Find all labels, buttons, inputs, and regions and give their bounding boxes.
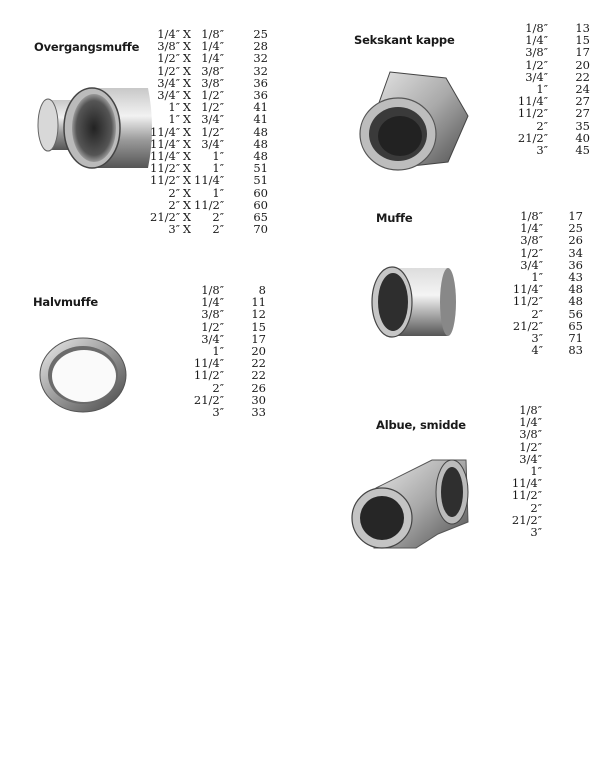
table-row <box>505 247 583 259</box>
times-sign: X <box>182 39 192 54</box>
size: 1/8″ <box>525 21 548 35</box>
number: 71 <box>568 331 583 346</box>
size-a: 11/2″ <box>150 173 181 188</box>
number: 35 <box>575 118 590 133</box>
size: 3/4″ <box>525 69 548 84</box>
number: 17 <box>251 331 266 346</box>
number: 65 <box>253 210 268 225</box>
halvmuffe-table <box>190 284 266 418</box>
size-a: 3/4″ <box>157 88 180 103</box>
size-b: 11/4″ <box>194 173 225 188</box>
size-a: 11/4″ <box>150 136 181 151</box>
number: 28 <box>253 39 268 54</box>
times-sign: X <box>182 136 192 151</box>
sekskant-kappe-title: Sekskant kappe <box>354 33 455 47</box>
size: 11/4″ <box>517 94 548 109</box>
size: 1/4″ <box>525 33 548 48</box>
size: 11/2″ <box>517 106 548 121</box>
number: 15 <box>251 319 266 334</box>
number: 8 <box>258 283 266 297</box>
times-sign: X <box>182 185 192 200</box>
size: 11/4″ <box>511 476 542 491</box>
number: 43 <box>568 270 583 285</box>
times-sign: X <box>182 149 192 164</box>
table-row <box>500 107 590 119</box>
size-b: 1″ <box>212 161 224 176</box>
number: 12 <box>251 307 266 322</box>
table-row <box>190 369 266 381</box>
number: 41 <box>253 100 268 115</box>
number: 36 <box>253 88 268 103</box>
overgangsmuffe-title: Overgangsmuffe <box>34 40 140 54</box>
number: 36 <box>253 75 268 90</box>
size: 3/4″ <box>519 451 542 466</box>
times-sign: X <box>182 27 192 41</box>
times-sign: X <box>182 197 192 212</box>
size: 11/2″ <box>512 294 543 309</box>
number: 51 <box>253 161 268 176</box>
size: 3/8″ <box>201 307 224 322</box>
number: 40 <box>575 130 590 145</box>
reducer-coupling-image <box>30 78 160 178</box>
number: 60 <box>253 197 268 212</box>
albue-smidde-title: Albue, smidde <box>376 418 466 432</box>
size: 3/8″ <box>520 233 543 248</box>
size-b: 3/8″ <box>201 75 224 90</box>
table-row <box>190 308 266 320</box>
number: 48 <box>568 282 583 297</box>
number: 13 <box>575 21 590 35</box>
size: 1″ <box>212 344 224 359</box>
size: 3/8″ <box>519 427 542 442</box>
number: 26 <box>251 380 266 395</box>
times-sign: X <box>182 51 192 66</box>
muffe-title: Muffe <box>376 211 413 225</box>
forged-elbow-image <box>346 452 476 552</box>
number: 26 <box>568 233 583 248</box>
size: 1/2″ <box>201 319 224 334</box>
size-a: 3″ <box>168 222 180 237</box>
number: 25 <box>253 27 268 41</box>
times-sign: X <box>182 63 192 78</box>
size: 2″ <box>531 306 543 321</box>
table-row <box>505 308 583 320</box>
number: 30 <box>251 392 266 407</box>
table-row <box>510 502 542 514</box>
size-a: 11/4″ <box>150 124 181 139</box>
times-sign: X <box>182 124 192 139</box>
size-a: 1″ <box>168 100 180 115</box>
number: 25 <box>568 221 583 236</box>
size-b: 3/4″ <box>201 112 224 127</box>
table-row <box>510 489 542 501</box>
number: 27 <box>575 94 590 109</box>
size-a: 3/8″ <box>157 39 180 54</box>
number: 32 <box>253 51 268 66</box>
size-b: 1/4″ <box>201 39 224 54</box>
size-a: 1″ <box>168 112 180 127</box>
size-b: 1/2″ <box>201 88 224 103</box>
table-row <box>190 382 266 394</box>
hex-cap-image <box>350 68 470 178</box>
table-row <box>150 223 268 235</box>
size-a: 2″ <box>168 197 180 212</box>
number: 83 <box>568 343 583 358</box>
size-b: 1″ <box>212 149 224 164</box>
number: 60 <box>253 185 268 200</box>
times-sign: X <box>182 173 192 188</box>
table-row <box>510 428 542 440</box>
table-row <box>505 295 583 307</box>
table-row <box>150 52 268 64</box>
size: 1/8″ <box>201 283 224 297</box>
table-row <box>510 441 542 453</box>
size: 1/2″ <box>520 245 543 260</box>
table-row <box>150 113 268 125</box>
size-a: 1/4″ <box>157 27 180 41</box>
table-row <box>505 234 583 246</box>
overgangsmuffe-table <box>150 28 268 235</box>
size: 4″ <box>531 343 543 358</box>
number: 33 <box>251 405 266 420</box>
half-coupling-image <box>38 335 128 415</box>
table-row <box>150 126 268 138</box>
number: 48 <box>253 136 268 151</box>
size-b: 2″ <box>212 222 224 237</box>
size: 1″ <box>531 270 543 285</box>
size-b: 1/8″ <box>201 27 224 41</box>
times-sign: X <box>182 222 192 237</box>
table-row <box>500 144 590 156</box>
size-a: 1/2″ <box>157 51 180 66</box>
number: 22 <box>251 368 266 383</box>
muffe-table <box>505 210 583 356</box>
size: 1/8″ <box>520 209 543 223</box>
size: 2″ <box>530 500 542 515</box>
number: 48 <box>253 124 268 139</box>
number: 27 <box>575 106 590 121</box>
number: 48 <box>568 294 583 309</box>
times-sign: X <box>182 210 192 225</box>
size-b: 3/8″ <box>201 63 224 78</box>
number: 11 <box>251 295 266 310</box>
table-row <box>500 46 590 58</box>
size-a: 21/2″ <box>150 210 181 225</box>
number: 24 <box>575 82 590 97</box>
table-row <box>190 321 266 333</box>
number: 17 <box>575 45 590 60</box>
number: 41 <box>253 112 268 127</box>
size: 11/4″ <box>193 356 224 371</box>
size: 11/4″ <box>512 282 543 297</box>
size: 3/8″ <box>525 45 548 60</box>
size: 11/2″ <box>193 368 224 383</box>
number: 32 <box>253 63 268 78</box>
times-sign: X <box>182 75 192 90</box>
sekskant-kappe-table <box>500 22 590 156</box>
size-b: 3/4″ <box>201 136 224 151</box>
number: 51 <box>253 173 268 188</box>
number: 70 <box>253 222 268 237</box>
size: 3″ <box>212 405 224 420</box>
size: 3/4″ <box>201 331 224 346</box>
size: 3″ <box>536 143 548 158</box>
table-row <box>500 120 590 132</box>
table-row <box>150 187 268 199</box>
number: 65 <box>568 318 583 333</box>
size: 1/4″ <box>520 221 543 236</box>
size: 11/2″ <box>511 488 542 503</box>
size: 1/4″ <box>201 295 224 310</box>
size: 3/4″ <box>520 257 543 272</box>
size: 2″ <box>536 118 548 133</box>
size: 1/2″ <box>525 57 548 72</box>
size-b: 2″ <box>212 210 224 225</box>
size: 1/8″ <box>519 403 542 417</box>
size: 1/2″ <box>519 439 542 454</box>
size-b: 11/2″ <box>194 197 225 212</box>
size: 2″ <box>212 380 224 395</box>
size-b: 1/2″ <box>201 124 224 139</box>
table-row <box>500 59 590 71</box>
number: 36 <box>568 257 583 272</box>
times-sign: X <box>182 112 192 127</box>
size-a: 3/4″ <box>157 75 180 90</box>
size-b: 1/2″ <box>201 100 224 115</box>
times-sign: X <box>182 100 192 115</box>
size: 3″ <box>531 331 543 346</box>
number: 15 <box>575 33 590 48</box>
size: 1″ <box>530 464 542 479</box>
number: 34 <box>568 245 583 260</box>
number: 22 <box>575 69 590 84</box>
times-sign: X <box>182 161 192 176</box>
table-row <box>150 65 268 77</box>
table-row <box>150 174 268 186</box>
table-row <box>510 526 542 538</box>
number: 56 <box>568 306 583 321</box>
table-row <box>505 344 583 356</box>
number: 48 <box>253 149 268 164</box>
number: 45 <box>575 143 590 158</box>
size: 21/2″ <box>517 130 548 145</box>
number: 22 <box>251 356 266 371</box>
halvmuffe-title: Halvmuffe <box>33 295 98 309</box>
size: 21/2″ <box>193 392 224 407</box>
size: 21/2″ <box>512 318 543 333</box>
number: 17 <box>568 209 583 223</box>
table-row <box>190 406 266 418</box>
size-a: 2″ <box>168 185 180 200</box>
size-b: 1″ <box>212 185 224 200</box>
number: 20 <box>251 344 266 359</box>
size-a: 11/2″ <box>150 161 181 176</box>
size: 21/2″ <box>511 512 542 527</box>
size: 3″ <box>530 525 542 540</box>
size-b: 1/4″ <box>201 51 224 66</box>
size: 1/4″ <box>519 415 542 430</box>
coupling-image <box>370 262 460 342</box>
size: 1″ <box>536 82 548 97</box>
size-a: 1/2″ <box>157 63 180 78</box>
number: 20 <box>575 57 590 72</box>
times-sign: X <box>182 88 192 103</box>
size-a: 11/4″ <box>150 149 181 164</box>
albue-smidde-table <box>510 404 542 538</box>
